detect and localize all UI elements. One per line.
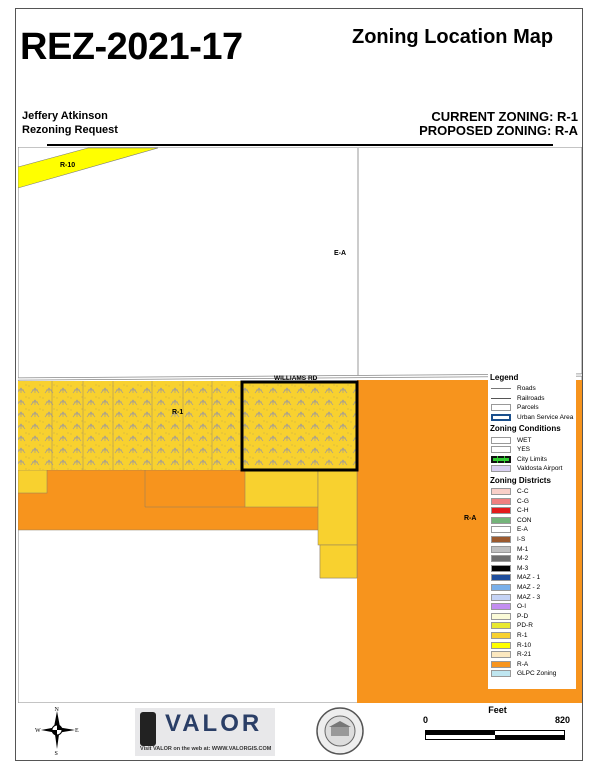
- legend-districts-title: Zoning Districts: [490, 475, 551, 485]
- header-divider: [47, 144, 553, 146]
- legend-district: [488, 564, 576, 574]
- legend-label: YES: [517, 446, 531, 454]
- legend-item-usa: [488, 413, 576, 423]
- legend-district: [488, 659, 576, 669]
- svg-text:E: E: [75, 728, 79, 734]
- scale-bar: [425, 705, 570, 740]
- valor-logo: [135, 708, 275, 756]
- legend-swatch: [491, 613, 511, 620]
- legend-swatch: [491, 404, 511, 411]
- legend-swatch: [491, 388, 511, 389]
- legend-district: [488, 592, 576, 602]
- map-title: Zoning Location Map: [352, 26, 554, 48]
- legend-swatch: [491, 456, 511, 463]
- legend-label: M-1: [517, 545, 529, 553]
- legend-district: [488, 640, 576, 650]
- compass-icon: [35, 705, 80, 755]
- zone-r1-parcel: [245, 470, 318, 507]
- legend-district: [488, 602, 576, 612]
- legend-item-line: [488, 384, 576, 394]
- legend-label: MAZ - 3: [517, 593, 541, 601]
- legend-label: M-2: [517, 555, 529, 563]
- label-ea: E-A: [334, 250, 347, 257]
- legend-label: I-S: [517, 536, 526, 544]
- zone-r1-wetlands: [18, 381, 357, 470]
- legend-swatch: [491, 574, 511, 581]
- legend-swatch: [491, 622, 511, 629]
- legend-condition: [488, 445, 576, 455]
- legend-district: [488, 554, 576, 564]
- legend-district: [488, 621, 576, 631]
- legend-title: Legend: [490, 373, 519, 382]
- zone-r1-parcel: [18, 470, 47, 493]
- legend-district: [488, 611, 576, 621]
- legend-swatch: [491, 546, 511, 553]
- legend-district: [488, 669, 576, 679]
- legend-swatch: [491, 498, 511, 505]
- legend-label: E-A: [517, 526, 528, 534]
- legend-swatch: [491, 536, 511, 543]
- case-number: REZ-2021-17: [20, 26, 243, 68]
- legend-condition: [488, 464, 576, 474]
- legend-swatch: [491, 507, 511, 514]
- legend-district: [488, 535, 576, 545]
- legend-label: C-H: [517, 507, 529, 515]
- request-type: Rezoning Request: [22, 124, 118, 136]
- legend-district: [488, 516, 576, 526]
- legend-label: R-A: [517, 660, 529, 668]
- legend-swatch: [491, 651, 511, 658]
- scale-max: 820: [554, 715, 570, 725]
- svg-text:S: S: [54, 751, 58, 755]
- legend-swatch: [491, 584, 511, 591]
- legend-district: [488, 650, 576, 660]
- label-road: WILLIAMS RD: [274, 375, 318, 382]
- legend-district: [488, 631, 576, 641]
- legend-swatch: [491, 594, 511, 601]
- legend-label: MAZ - 2: [517, 583, 541, 591]
- valor-web-link[interactable]: Visit VALOR on the web at: WWW.VALORGIS.COM: [140, 746, 272, 752]
- legend-label: WET: [517, 436, 532, 444]
- zone-r1-parcel: [318, 470, 357, 545]
- legend-district: [488, 506, 576, 516]
- legend-swatch: [491, 488, 511, 495]
- label-ra: R-A: [464, 515, 477, 522]
- legend-label: C-G: [517, 497, 529, 505]
- valor-wordmark: VALOR: [165, 710, 263, 737]
- svg-text:N: N: [54, 707, 59, 713]
- legend-district: [488, 525, 576, 535]
- legend-label: CON: [517, 516, 532, 524]
- legend-conditions-title: Zoning Conditions: [490, 424, 561, 434]
- legend-swatch: [491, 526, 511, 533]
- scale-unit: Feet: [488, 705, 507, 715]
- legend-label: Urban Service Area: [517, 414, 574, 422]
- legend-swatch: [491, 446, 511, 453]
- legend-label: PD-R: [517, 622, 533, 630]
- legend-district: [488, 544, 576, 554]
- legend-label: Roads: [517, 385, 536, 393]
- legend-swatch: [491, 632, 511, 639]
- county-seal-icon: [315, 706, 365, 756]
- legend-item-parcel: [488, 403, 576, 413]
- legend-label: R-21: [517, 651, 532, 659]
- zone-r1-parcel: [320, 545, 357, 578]
- legend-district: [488, 573, 576, 583]
- legend-swatch: [491, 517, 511, 524]
- legend-label: M-3: [517, 564, 529, 572]
- legend-district: [488, 487, 576, 497]
- legend-swatch: [491, 661, 511, 668]
- valor-emblem-icon: [140, 712, 156, 746]
- legend-condition: [488, 435, 576, 445]
- legend-swatch: [491, 398, 511, 399]
- legend-label: Valdosta Airport: [517, 465, 563, 473]
- legend-swatch: [491, 555, 511, 562]
- legend-label: R-10: [517, 641, 532, 649]
- legend-label: P-D: [517, 612, 529, 620]
- legend-swatch: [491, 642, 511, 649]
- legend-label: City Limits: [517, 455, 547, 463]
- label-r1: R-1: [172, 409, 184, 416]
- legend-swatch: [491, 603, 511, 610]
- svg-text:W: W: [35, 728, 41, 734]
- legend-label: O-I: [517, 603, 527, 611]
- legend-label: GLPC Zoning: [517, 670, 557, 678]
- legend-district: [488, 496, 576, 506]
- legend-swatch: [491, 414, 511, 421]
- proposed-zoning: PROPOSED ZONING: R-A: [419, 123, 578, 138]
- legend-swatch: [491, 565, 511, 572]
- applicant-name: Jeffery Atkinson: [22, 110, 108, 122]
- legend-label: R-1: [517, 631, 528, 639]
- legend-district: [488, 583, 576, 593]
- legend-label: Railroads: [517, 394, 545, 402]
- legend-swatch: [491, 437, 511, 444]
- map-legend: [488, 371, 576, 689]
- legend-swatch: [491, 465, 511, 472]
- current-zoning: CURRENT ZONING: R-1: [431, 109, 578, 124]
- label-r10: R-10: [60, 162, 76, 169]
- legend-label: C-C: [517, 488, 529, 496]
- legend-swatch: [491, 670, 511, 677]
- legend-label: MAZ - 1: [517, 574, 541, 582]
- legend-condition: [488, 455, 576, 465]
- scale-min: 0: [423, 715, 429, 725]
- legend-label: Parcels: [517, 404, 539, 412]
- legend-item-railroad: [488, 394, 576, 404]
